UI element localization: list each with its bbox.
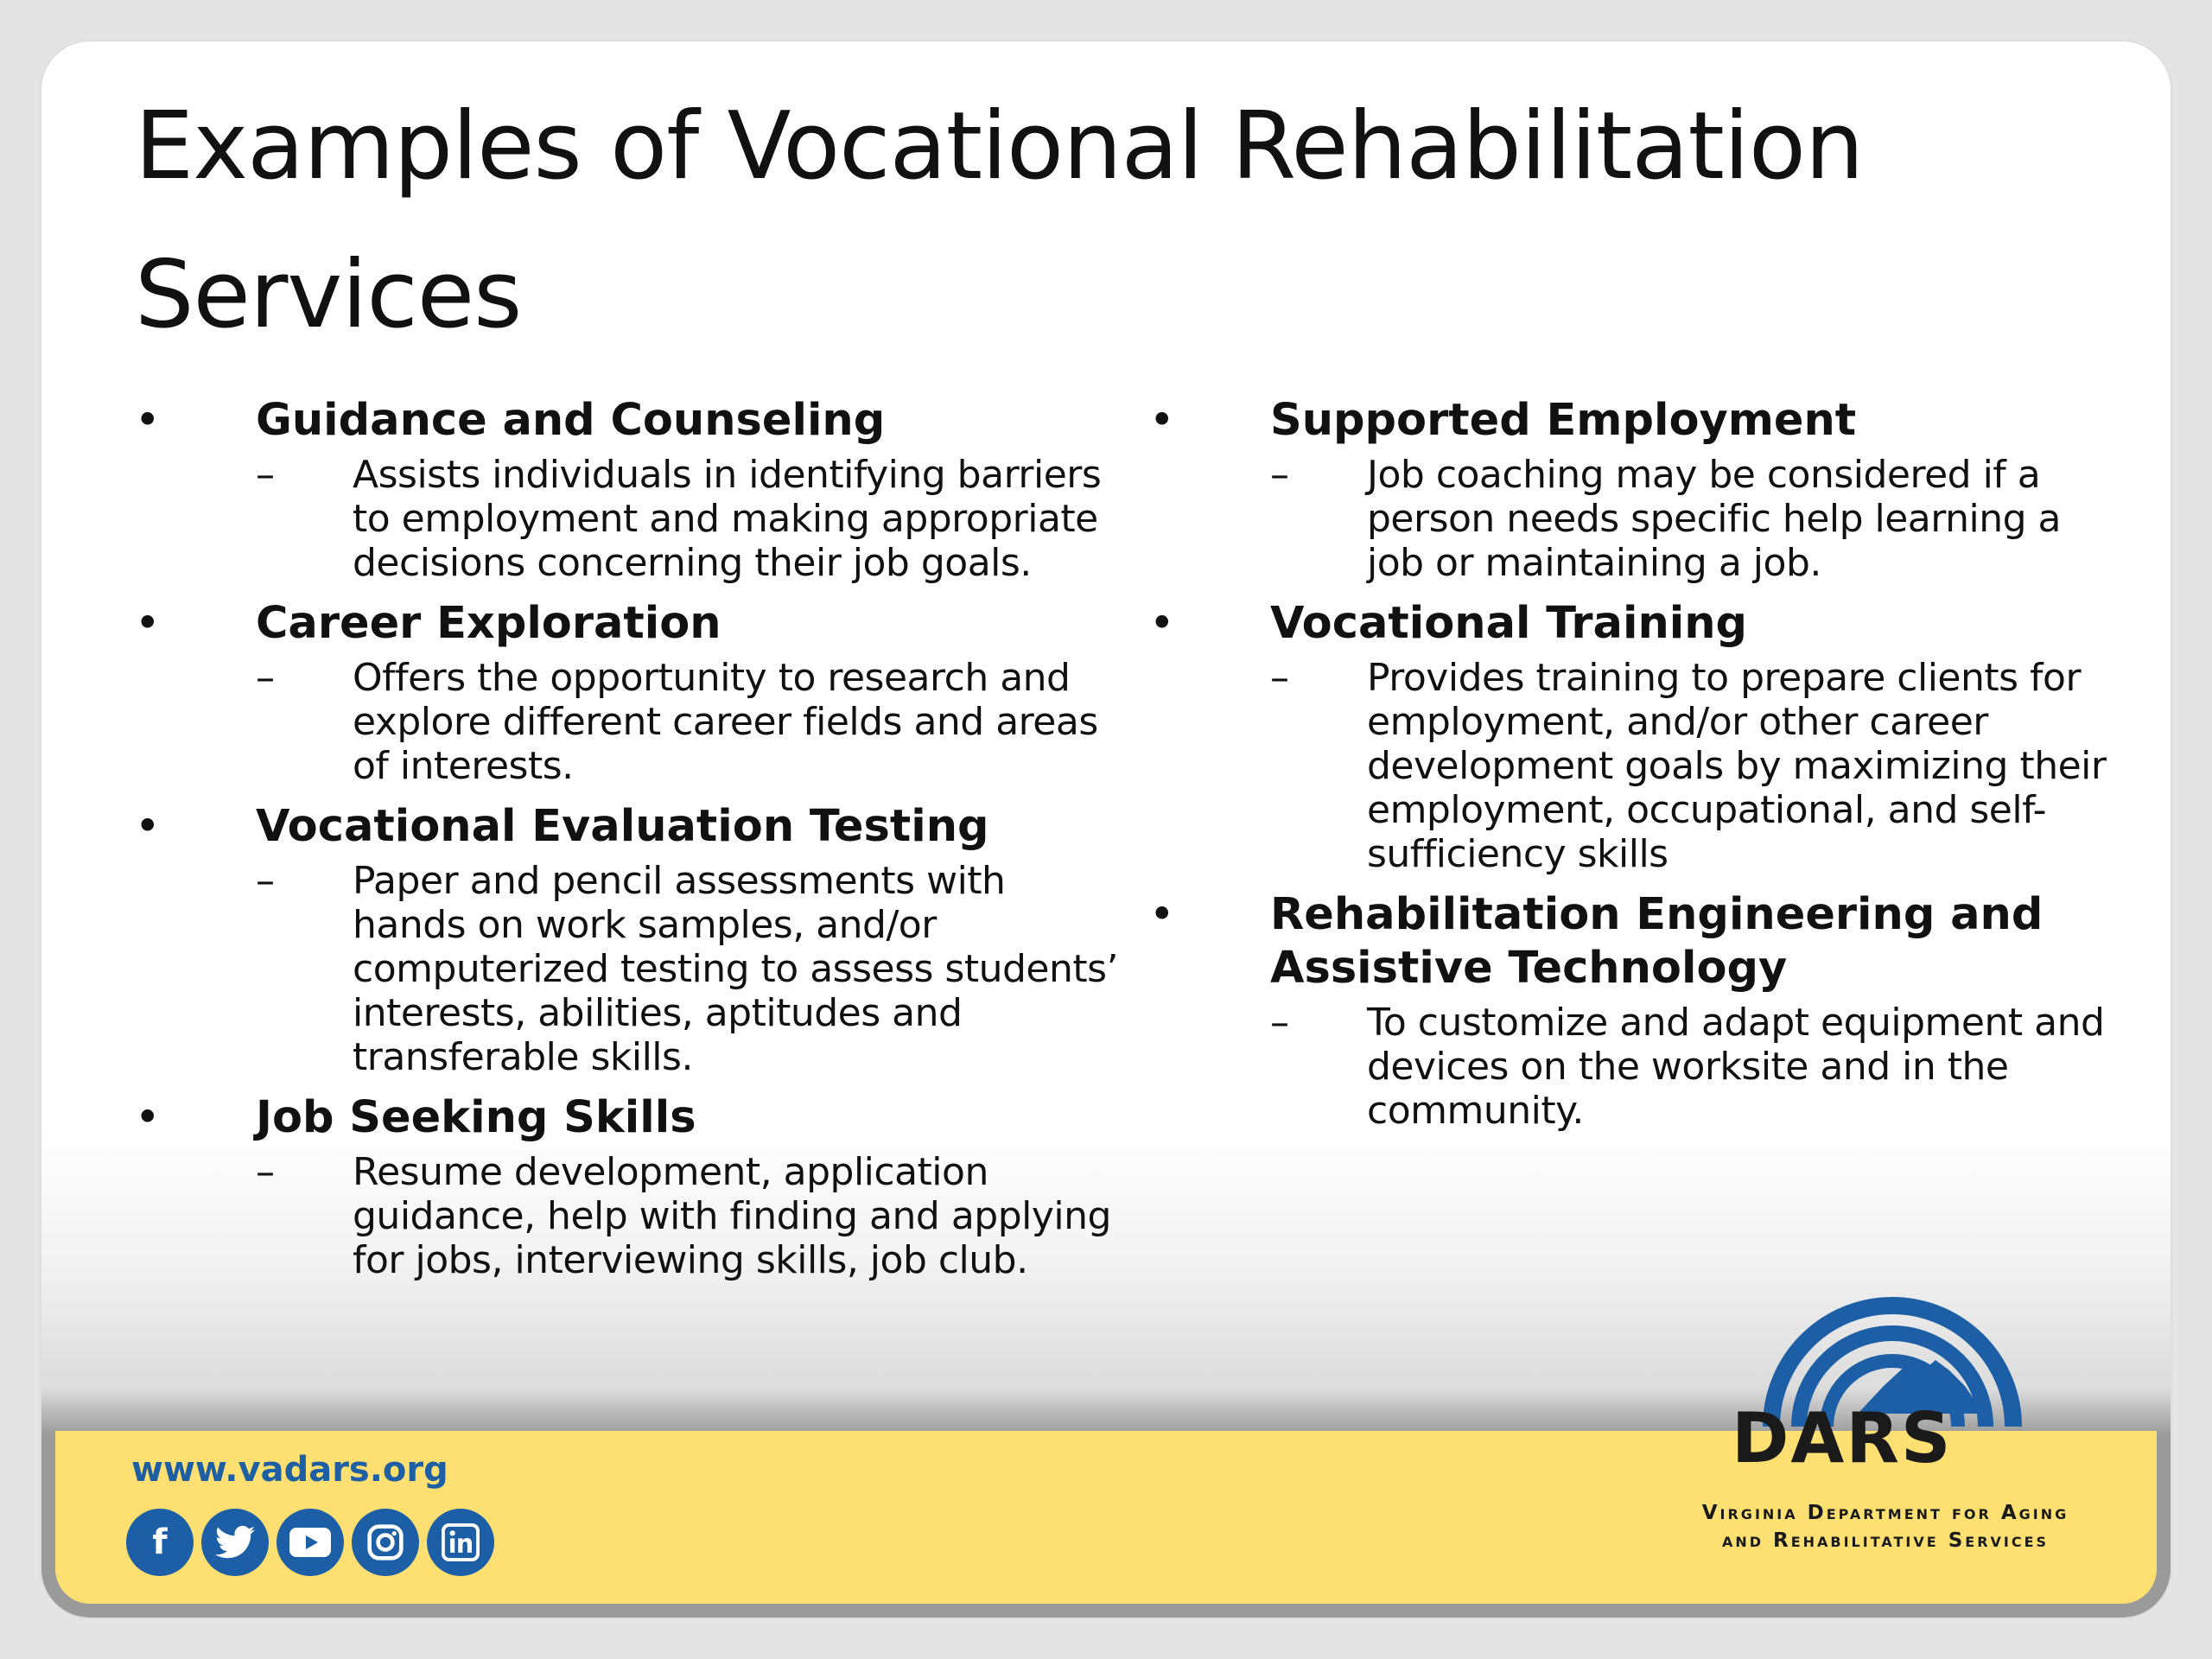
item-detail-text: Assists individuals in identifying barriers to employment and making appropriate decisions concerning their job goals. — [353, 453, 1102, 585]
list-item — [1149, 888, 2126, 1133]
right-column — [1149, 394, 2126, 1145]
item-heading: Career Exploration — [256, 598, 721, 649]
left-column — [135, 394, 1120, 1294]
bullet: • — [1149, 395, 1175, 445]
item-heading: Job Seeking Skills — [256, 1092, 696, 1143]
item-detail-text: Offers the opportunity to research and explore different career fields and areas of interests. — [353, 656, 1098, 788]
facebook-icon[interactable]: f — [126, 1509, 194, 1576]
item-detail — [1270, 453, 2126, 585]
item-detail-text: Job coaching may be considered if a person needs specific help learning a job or maintaining a job. — [1367, 453, 2061, 585]
bullet: • — [135, 1092, 161, 1142]
item-detail — [256, 859, 1120, 1079]
item-detail — [256, 453, 1120, 585]
item-heading: Vocational Training — [1270, 598, 1748, 649]
dash: – — [256, 1150, 275, 1194]
linkedin-icon[interactable] — [427, 1509, 494, 1576]
dash: – — [256, 859, 275, 903]
dash: – — [1270, 453, 1289, 497]
bullet: • — [135, 598, 161, 648]
instagram-icon[interactable] — [352, 1509, 419, 1576]
item-heading: Guidance and Counseling — [256, 395, 886, 446]
bullet: • — [1149, 889, 1175, 939]
item-detail-text: Resume development, application guidance, help with finding and applying for jobs, interviewing skills, job club. — [353, 1150, 1111, 1282]
item-detail-text: To customize and adapt equipment and devices on the worksite and in the community. — [1367, 1001, 2105, 1133]
social-icons — [126, 1509, 494, 1576]
dash: – — [1270, 1001, 1289, 1045]
dash: – — [1270, 656, 1289, 700]
slide-title: Examples of Vocational Rehabilitation Services — [135, 92, 1864, 349]
item-detail — [1270, 1001, 2126, 1133]
list-item — [1149, 394, 2126, 585]
dash: – — [256, 453, 275, 497]
list-item — [1149, 597, 2126, 876]
bullet: • — [135, 801, 161, 851]
logo-subtitle-line1: Virginia Department for Aging — [1701, 1502, 2069, 1524]
list-item — [135, 394, 1120, 585]
item-detail-text: Provides training to prepare clients for employment, and/or other career development goals by maximizing their employment, occupational, and self-sufficiency skills — [1367, 656, 2107, 876]
item-heading: Vocational Evaluation Testing — [256, 801, 989, 852]
item-detail — [256, 1150, 1120, 1282]
logo-subtitle-line2: and Rehabilitative Services — [1721, 1529, 2050, 1552]
twitter-icon[interactable] — [201, 1509, 269, 1576]
item-heading: Rehabilitation Engineering and Assistive Technology — [1270, 889, 2044, 994]
youtube-icon[interactable] — [276, 1509, 344, 1576]
list-item — [135, 597, 1120, 788]
item-detail — [1270, 656, 2126, 876]
website-link[interactable]: www.vadars.org — [131, 1450, 448, 1490]
item-heading: Supported Employment — [1270, 395, 1857, 446]
item-detail-text: Paper and pencil assessments with hands on work samples, and/or computerized testing to assess students’ interests, abilities, aptitudes and transferable skills. — [353, 859, 1119, 1079]
logo-wordmark: DARS — [1732, 1398, 1953, 1478]
list-item — [135, 800, 1120, 1079]
item-detail — [256, 656, 1120, 788]
bullet: • — [135, 395, 161, 445]
dash: – — [256, 656, 275, 700]
list-item — [135, 1091, 1120, 1282]
bullet: • — [1149, 598, 1175, 648]
